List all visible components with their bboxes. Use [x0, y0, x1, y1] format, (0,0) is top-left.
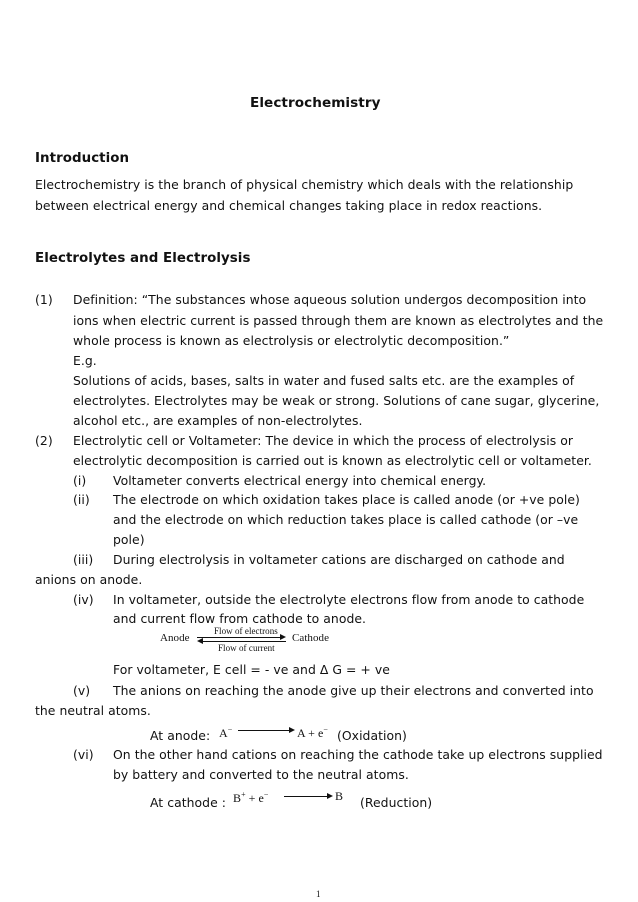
anode-label: Anode [160, 632, 190, 644]
sub-i-text: Voltameter converts electrical energy into chemical energy. [113, 473, 487, 488]
flow-of-electrons-label: Flow of electrons [214, 626, 278, 636]
item-2-number: (2) [35, 433, 53, 448]
sub-iv-number: (iv) [73, 592, 94, 607]
anode-eq-label: At anode: [150, 728, 211, 743]
cathode-eq-label: At cathode : [150, 795, 226, 810]
sub-ii-line-3: pole) [113, 532, 145, 547]
item-1-line-4: E.g. [73, 353, 97, 368]
item-1-line-2: ions when electric current is passed through them are known as electrolytes and the [73, 313, 604, 328]
item-1-line-3: whole process is known as electrolysis or electrolytic decomposition.” [73, 333, 510, 348]
intro-heading: Introduction [35, 151, 130, 166]
page-number: 1 [316, 889, 321, 899]
sub-ii-number: (ii) [73, 492, 90, 507]
intro-line-1: Electrochemistry is the branch of physical chemistry which deals with the relationship [35, 177, 574, 192]
section-heading: Electrolytes and Electrolysis [35, 251, 251, 266]
electron-arrow-line [197, 637, 280, 638]
anode-eq-note: (Oxidation) [337, 728, 407, 743]
cathode-eq-lhs: B+ + e− [233, 790, 269, 805]
flow-of-current-label: Flow of current [218, 643, 275, 653]
cathode-eq-arrow-head [327, 793, 333, 799]
cathode-eq-arrow-line [284, 796, 328, 797]
anode-eq-lhs: A− [219, 725, 233, 740]
item-1-line-5: Solutions of acids, bases, salts in water and fused salts etc. are the examples of [73, 373, 575, 388]
cathode-eq-note: (Reduction) [360, 795, 433, 810]
sub-iv-line-2: and current flow from cathode to anode. [113, 611, 367, 626]
item-2-line-2: electrolytic decomposition is carried out is known as electrolytic cell or voltameter. [73, 453, 592, 468]
page-title: Electrochemistry [250, 95, 381, 111]
voltameter-note: For voltameter, E cell = - ve and Δ G = + ve [113, 662, 390, 677]
sub-ii-line-1: The electrode on which oxidation takes place is called anode (or +ve pole) [113, 492, 580, 507]
item-2-line-1: Electrolytic cell or Voltameter: The device in which the process of electrolysis or [73, 433, 574, 448]
current-arrow-head [197, 638, 203, 644]
cathode-label: Cathode [292, 632, 330, 644]
sub-vi-line-2: by battery and converted to the neutral atoms. [113, 767, 409, 782]
sub-iii-text: During electrolysis in voltameter cations are discharged on cathode and [113, 552, 565, 567]
sub-vi-line-1: On the other hand cations on reaching the cathode take up electrons supplied [113, 747, 603, 762]
sub-ii-line-2: and the electrode on which reduction takes place is called cathode (or –ve [113, 512, 579, 527]
sub-iv-line-1: In voltameter, outside the electrolyte electrons flow from anode to cathode [113, 592, 585, 607]
electron-arrow-head [280, 634, 286, 640]
sub-v-text: The anions on reaching the anode give up their electrons and converted into [113, 683, 594, 698]
anode-eq-arrow-head [289, 727, 295, 733]
sub-iii-number: (iii) [73, 552, 94, 567]
anode-eq-arrow-line [238, 730, 290, 731]
sub-i-number: (i) [73, 473, 87, 488]
cathode-eq-rhs: B [335, 789, 344, 803]
sub-v-continuation: the neutral atoms. [35, 703, 151, 718]
sub-v-number: (v) [73, 683, 91, 698]
current-arrow-line [203, 641, 286, 642]
item-1-line-1: Definition: “The substances whose aqueous solution undergos decomposition into [73, 292, 587, 307]
sub-iii-continuation: anions on anode. [35, 572, 143, 587]
sub-vi-number: (vi) [73, 747, 94, 762]
anode-eq-rhs: A + e− [297, 725, 328, 740]
item-1-number: (1) [35, 292, 53, 307]
item-1-line-6: electrolytes. Electrolytes may be weak or strong. Solutions of cane sugar, glycerine, [73, 393, 600, 408]
intro-line-2: between electrical energy and chemical changes taking place in redox reactions. [35, 198, 543, 213]
item-1-line-7: alcohol etc., are examples of non-electrolytes. [73, 413, 363, 428]
